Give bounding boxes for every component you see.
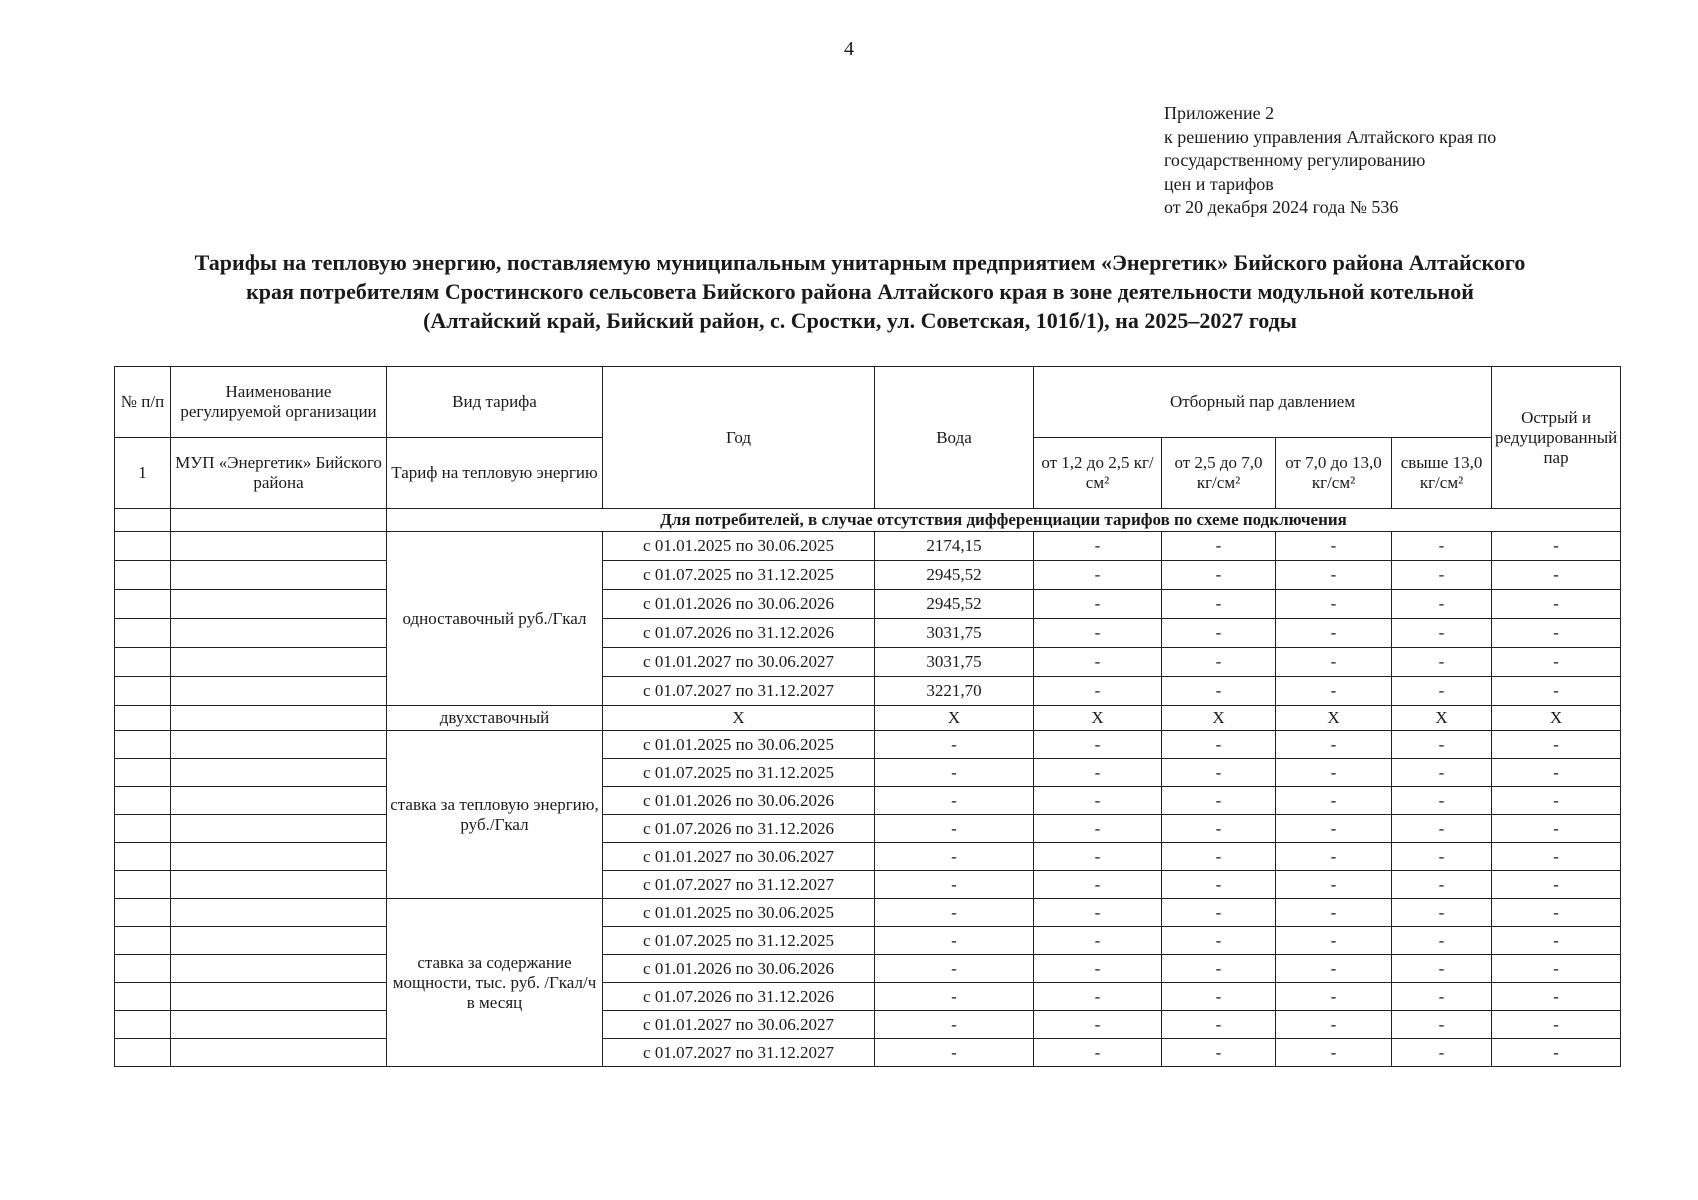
table-row [115, 843, 1621, 871]
table-row [115, 561, 1621, 590]
s4-value-cell: - [1392, 619, 1492, 648]
header-year: Год [603, 367, 875, 509]
title-line: Тарифы на тепловую энергию, поставляемую муниципальным унитарным предприятием «Энергетик» Бийского района Алтайского [194, 250, 1526, 275]
org-name: МУП «Энергетик» Бийского района [171, 438, 387, 509]
s1-value-cell: - [1034, 1011, 1162, 1039]
section-label: Для потребителей, в случае отсутствия дифференциации тарифов по схеме подключения [387, 509, 1621, 532]
s3-value-cell: - [1276, 731, 1392, 759]
org-tariff: Тариф на тепловую энергию [387, 438, 603, 509]
sharp-value-cell: - [1492, 927, 1621, 955]
empty-cell [115, 787, 171, 815]
period-cell: с 01.07.2026 по 31.12.2026 [603, 815, 875, 843]
empty-cell [115, 955, 171, 983]
empty-cell [171, 871, 387, 899]
s2-value-cell: - [1162, 532, 1276, 561]
s3-value-cell: - [1276, 815, 1392, 843]
empty-cell [171, 561, 387, 590]
s3-value-cell: - [1276, 532, 1392, 561]
s4-value-cell: - [1392, 731, 1492, 759]
header-water: Вода [875, 367, 1034, 509]
table-row [115, 532, 1621, 561]
header-sharp-steam: Острый и редуцированный пар [1492, 367, 1621, 509]
s1-value-cell: - [1034, 843, 1162, 871]
sharp-value-cell: - [1492, 561, 1621, 590]
s1-value-cell: - [1034, 561, 1162, 590]
s2-value-cell: - [1162, 619, 1276, 648]
s2-value-cell: - [1162, 648, 1276, 677]
water-value-cell: - [875, 927, 1034, 955]
table-row [115, 871, 1621, 899]
page-number: 4 [844, 38, 854, 60]
s4-value-cell: - [1392, 983, 1492, 1011]
s1-value-cell: - [1034, 983, 1162, 1011]
sharp-value-cell: - [1492, 815, 1621, 843]
empty-cell [171, 983, 387, 1011]
water-value-cell: 3031,75 [875, 648, 1034, 677]
empty-cell [171, 677, 387, 706]
sharp-value-cell: - [1492, 590, 1621, 619]
s2-value-cell: - [1162, 871, 1276, 899]
s3-value-cell: - [1276, 1011, 1392, 1039]
s1-value-cell: - [1034, 532, 1162, 561]
empty-cell [115, 1039, 171, 1067]
s4-value-cell: - [1392, 648, 1492, 677]
empty-cell [171, 648, 387, 677]
empty-cell [115, 983, 171, 1011]
s4-value-cell: - [1392, 927, 1492, 955]
appendix-line: Приложение 2 [1164, 103, 1275, 123]
s1-value-cell: - [1034, 871, 1162, 899]
s4-value-cell: - [1392, 1039, 1492, 1067]
sharp-value-cell: - [1492, 677, 1621, 706]
s3-value-cell: - [1276, 871, 1392, 899]
s3-value-cell: - [1276, 619, 1392, 648]
sharp-value-cell: - [1492, 731, 1621, 759]
table-row [115, 815, 1621, 843]
table-row [115, 1039, 1621, 1067]
s1-value-cell: - [1034, 619, 1162, 648]
x-cell: X [875, 706, 1034, 731]
s2-value-cell: - [1162, 1011, 1276, 1039]
s1-value-cell: - [1034, 899, 1162, 927]
header-steam-1: от 1,2 до 2,5 кг/см² [1034, 438, 1162, 509]
table-row [115, 759, 1621, 787]
sharp-value-cell: - [1492, 759, 1621, 787]
sharp-value-cell: - [1492, 1039, 1621, 1067]
s4-value-cell: - [1392, 532, 1492, 561]
empty-cell [115, 677, 171, 706]
s1-value-cell: - [1034, 590, 1162, 619]
empty-cell [115, 648, 171, 677]
appendix-line: к решению управления Алтайского края по [1164, 126, 1497, 147]
s4-value-cell: - [1392, 759, 1492, 787]
water-value-cell: - [875, 899, 1034, 927]
s2-value-cell: - [1162, 590, 1276, 619]
header-steam-4: свыше 13,0 кг/см² [1392, 438, 1492, 509]
water-value-cell: - [875, 983, 1034, 1011]
empty-cell [171, 509, 387, 532]
s4-value-cell: - [1392, 561, 1492, 590]
period-cell: с 01.01.2025 по 30.06.2025 [603, 532, 875, 561]
s1-value-cell: - [1034, 648, 1162, 677]
s3-value-cell: - [1276, 1039, 1392, 1067]
s1-value-cell: - [1034, 677, 1162, 706]
s2-value-cell: - [1162, 731, 1276, 759]
water-value-cell: 2945,52 [875, 590, 1034, 619]
empty-cell [115, 759, 171, 787]
empty-cell [115, 509, 171, 532]
s4-value-cell: - [1392, 871, 1492, 899]
empty-cell [171, 731, 387, 759]
water-value-cell: - [875, 1039, 1034, 1067]
period-cell: с 01.01.2027 по 30.06.2027 [603, 843, 875, 871]
table-row [115, 677, 1621, 706]
empty-cell [115, 532, 171, 561]
s1-value-cell: - [1034, 1039, 1162, 1067]
s3-value-cell: - [1276, 899, 1392, 927]
sharp-value-cell: - [1492, 843, 1621, 871]
table-row [115, 787, 1621, 815]
s3-value-cell: - [1276, 759, 1392, 787]
empty-cell [115, 590, 171, 619]
empty-cell [171, 706, 387, 731]
header-steam-3: от 7,0 до 13,0 кг/см² [1276, 438, 1392, 509]
s3-value-cell: - [1276, 677, 1392, 706]
capacity-rate-label: ставка за содержание мощности, тыс. руб. /Гкал/ч в месяц [387, 899, 603, 1067]
s2-value-cell: - [1162, 1039, 1276, 1067]
period-cell: с 01.01.2025 по 30.06.2025 [603, 731, 875, 759]
period-cell: с 01.01.2026 по 30.06.2026 [603, 590, 875, 619]
s4-value-cell: - [1392, 1011, 1492, 1039]
title-line: края потребителям Сростинского сельсовета Бийского района Алтайского края в зоне деятельности модульной котельной [246, 279, 1474, 304]
header-steam-2: от 2,5 до 7,0 кг/см² [1162, 438, 1276, 509]
s2-value-cell: - [1162, 759, 1276, 787]
table-row [115, 619, 1621, 648]
period-cell: с 01.07.2027 по 31.12.2027 [603, 677, 875, 706]
water-value-cell: - [875, 759, 1034, 787]
two-rate-row [115, 706, 1621, 731]
empty-cell [171, 1011, 387, 1039]
s2-value-cell: - [1162, 815, 1276, 843]
table-row [115, 648, 1621, 677]
empty-cell [115, 843, 171, 871]
s3-value-cell: - [1276, 955, 1392, 983]
header-steam-group: Отборный пар давлением [1034, 367, 1492, 438]
water-value-cell: - [875, 1011, 1034, 1039]
period-cell: с 01.07.2027 по 31.12.2027 [603, 1039, 875, 1067]
sharp-value-cell: - [1492, 983, 1621, 1011]
s4-value-cell: - [1392, 787, 1492, 815]
s2-value-cell: - [1162, 787, 1276, 815]
empty-cell [171, 759, 387, 787]
s2-value-cell: - [1162, 927, 1276, 955]
header-tariff-type: Вид тарифа [387, 367, 603, 438]
sharp-value-cell: - [1492, 532, 1621, 561]
s2-value-cell: - [1162, 561, 1276, 590]
empty-cell [115, 899, 171, 927]
s3-value-cell: - [1276, 648, 1392, 677]
period-cell: с 01.07.2025 по 31.12.2025 [603, 561, 875, 590]
period-cell: с 01.01.2027 по 30.06.2027 [603, 1011, 875, 1039]
period-cell: с 01.07.2025 по 31.12.2025 [603, 759, 875, 787]
single-rate-label: одноставочный руб./Гкал [387, 532, 603, 706]
sharp-value-cell: - [1492, 648, 1621, 677]
sharp-value-cell: - [1492, 787, 1621, 815]
water-value-cell: - [875, 815, 1034, 843]
empty-cell [171, 1039, 387, 1067]
period-cell: с 01.01.2025 по 30.06.2025 [603, 899, 875, 927]
water-value-cell: - [875, 871, 1034, 899]
empty-cell [115, 706, 171, 731]
s2-value-cell: - [1162, 843, 1276, 871]
empty-cell [171, 532, 387, 561]
empty-cell [171, 619, 387, 648]
sharp-value-cell: - [1492, 1011, 1621, 1039]
sharp-value-cell: - [1492, 899, 1621, 927]
s2-value-cell: - [1162, 955, 1276, 983]
header-num: № п/п [115, 367, 171, 438]
appendix-block [1164, 102, 1584, 220]
empty-cell [115, 561, 171, 590]
empty-cell [115, 619, 171, 648]
tariff-table [114, 366, 1621, 1067]
s1-value-cell: - [1034, 815, 1162, 843]
empty-cell [171, 955, 387, 983]
header-org: Наименование регулируемой организации [171, 367, 387, 438]
period-cell: с 01.07.2027 по 31.12.2027 [603, 871, 875, 899]
x-cell: X [1492, 706, 1621, 731]
s4-value-cell: - [1392, 677, 1492, 706]
empty-cell [171, 927, 387, 955]
table-row [115, 899, 1621, 927]
s3-value-cell: - [1276, 843, 1392, 871]
title-line: (Алтайский край, Бийский район, с. Сростки, ул. Советская, 101б/1), на 2025–2027 годы [423, 308, 1297, 333]
period-cell: с 01.07.2026 по 31.12.2026 [603, 619, 875, 648]
empty-cell [171, 590, 387, 619]
empty-cell [115, 871, 171, 899]
s3-value-cell: - [1276, 561, 1392, 590]
period-cell: с 01.01.2026 по 30.06.2026 [603, 955, 875, 983]
x-cell: X [1392, 706, 1492, 731]
water-value-cell: 3031,75 [875, 619, 1034, 648]
water-value-cell: 2945,52 [875, 561, 1034, 590]
table-row [115, 731, 1621, 759]
period-cell: с 01.01.2027 по 30.06.2027 [603, 648, 875, 677]
empty-cell [115, 731, 171, 759]
table-row [115, 983, 1621, 1011]
org-num: 1 [115, 438, 171, 509]
s4-value-cell: - [1392, 955, 1492, 983]
period-cell: с 01.07.2026 по 31.12.2026 [603, 983, 875, 1011]
x-cell: X [603, 706, 875, 731]
appendix-line: государственному регулированию [1164, 150, 1426, 170]
s3-value-cell: - [1276, 927, 1392, 955]
period-cell: с 01.07.2025 по 31.12.2025 [603, 927, 875, 955]
s1-value-cell: - [1034, 759, 1162, 787]
header-row [115, 367, 1621, 438]
two-rate-label: двухставочный [387, 706, 603, 731]
table-row [115, 955, 1621, 983]
s2-value-cell: - [1162, 983, 1276, 1011]
water-value-cell: 3221,70 [875, 677, 1034, 706]
s3-value-cell: - [1276, 590, 1392, 619]
appendix-line: от 20 декабря 2024 года № 536 [1164, 197, 1399, 217]
empty-cell [171, 843, 387, 871]
sharp-value-cell: - [1492, 871, 1621, 899]
empty-cell [171, 899, 387, 927]
s3-value-cell: - [1276, 787, 1392, 815]
sharp-value-cell: - [1492, 955, 1621, 983]
table-row [115, 590, 1621, 619]
energy-rate-label: ставка за тепловую энергию, руб./Гкал [387, 731, 603, 899]
table-row [115, 1011, 1621, 1039]
s1-value-cell: - [1034, 955, 1162, 983]
empty-cell [115, 815, 171, 843]
empty-cell [115, 927, 171, 955]
water-value-cell: - [875, 787, 1034, 815]
water-value-cell: - [875, 843, 1034, 871]
water-value-cell: 2174,15 [875, 532, 1034, 561]
s2-value-cell: - [1162, 899, 1276, 927]
x-cell: X [1162, 706, 1276, 731]
water-value-cell: - [875, 731, 1034, 759]
s4-value-cell: - [1392, 899, 1492, 927]
appendix-line: цен и тарифов [1164, 173, 1274, 194]
empty-cell [171, 787, 387, 815]
s4-value-cell: - [1392, 590, 1492, 619]
s1-value-cell: - [1034, 731, 1162, 759]
s1-value-cell: - [1034, 927, 1162, 955]
section-row [115, 509, 1621, 532]
s4-value-cell: - [1392, 815, 1492, 843]
document-title [100, 248, 1620, 335]
empty-cell [115, 1011, 171, 1039]
water-value-cell: - [875, 955, 1034, 983]
table-row [115, 927, 1621, 955]
s4-value-cell: - [1392, 843, 1492, 871]
period-cell: с 01.01.2026 по 30.06.2026 [603, 787, 875, 815]
x-cell: X [1034, 706, 1162, 731]
empty-cell [171, 815, 387, 843]
x-cell: X [1276, 706, 1392, 731]
s1-value-cell: - [1034, 787, 1162, 815]
s2-value-cell: - [1162, 677, 1276, 706]
sharp-value-cell: - [1492, 619, 1621, 648]
s3-value-cell: - [1276, 983, 1392, 1011]
